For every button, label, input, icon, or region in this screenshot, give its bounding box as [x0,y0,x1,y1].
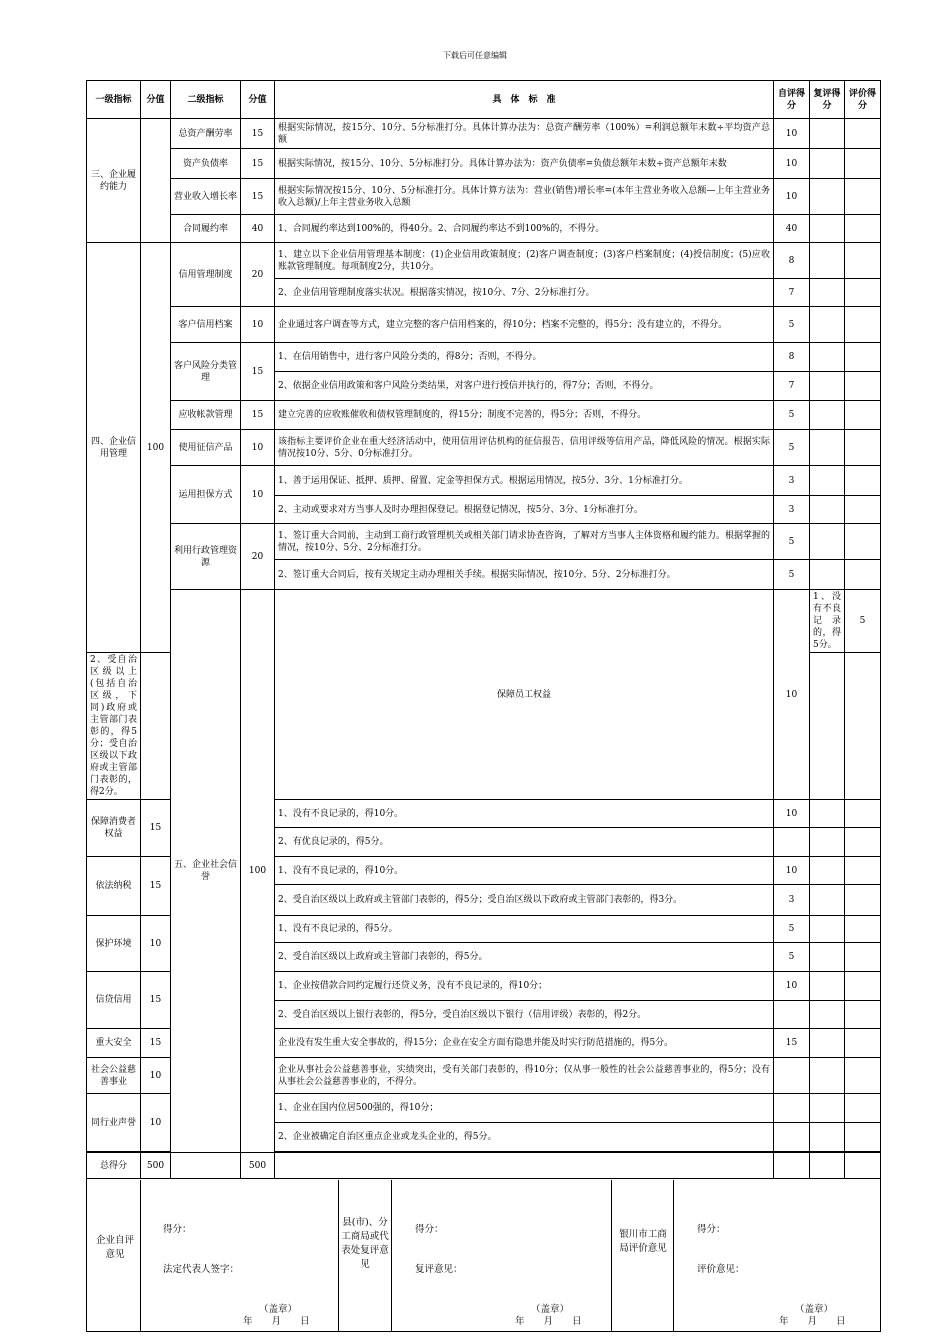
section-name: 三、企业履约能力 [87,119,141,243]
section-name: 五、企业社会信誉 [171,590,241,1153]
item-name: 同行业声誉 [87,1094,141,1152]
item-score: 15 [141,800,171,857]
item-score: 10 [241,430,275,466]
eval-score [845,466,881,496]
item-score: 20 [241,524,275,590]
review-score [810,828,845,857]
item-standard: 2、依据企业信用政策和客户风险分类结果，对客户进行授信并执行的，得7分；否则，不得分。 [275,372,774,401]
item-score: 15 [141,857,171,916]
item-name: 信用管理制度 [171,243,241,307]
item-score: 20 [241,243,275,307]
eval-score [845,972,881,1001]
review-score [810,466,845,496]
date-label: 年 月 日 [515,1316,582,1327]
item-name: 客户风险分类管理 [171,343,241,401]
review-score [810,1029,845,1058]
review-score [810,885,845,916]
signature-row [87,1179,881,1332]
review-score [810,179,845,215]
item-name: 运用担保方式 [171,466,241,524]
self-opinion-label: 企业自评意见 [95,1235,134,1260]
review-score [810,430,845,466]
review-score [810,1058,845,1094]
item-standard: 2、受自治区级以上银行表彰的，得5分，受自治区级以下银行（信用评级）表彰的，得2分。 [275,1001,774,1029]
item-standard: 2、企业被确定自治区重点企业或龙头企业的，得5分。 [275,1123,774,1152]
self-score: 15 [774,1029,810,1058]
item-name: 保障消费者权益 [87,800,141,857]
review-score [810,1001,845,1029]
eval-score [845,943,881,972]
eval-score [845,430,881,466]
item-name: 社会公益慈善事业 [87,1058,141,1094]
item-name: 依法纳税 [87,857,141,916]
eval-score [845,828,881,857]
review-score [810,343,845,372]
self-score-label: 得分： [163,1224,192,1235]
item-standard: 2、受自治区级以上政府或主管部门表彰的，得5分；受自治区级以下政府或主管部门表彰的，得3分。 [275,885,774,916]
item-name: 使用征信产品 [171,430,241,466]
item-score: 15 [141,1029,171,1058]
item-name: 合同履约率 [171,215,241,243]
eval-score [845,1123,881,1152]
section-score: 100 [241,590,275,1153]
self-score: 40 [774,215,810,243]
item-score: 10 [141,1058,171,1094]
review-score [810,215,845,243]
total-label: 总得分 [87,1153,141,1179]
review-score [810,943,845,972]
table-row [87,430,881,466]
table-header-row [87,81,881,119]
self-score: 5 [774,560,810,590]
eval-score [845,1094,881,1123]
section-score: 100 [141,243,171,653]
item-standard: 1、企业在国内位居500强的，得10分； [275,1094,774,1123]
signature-cell [87,1179,881,1332]
item-standard: 2、主动或要求对方当事人及时办理担保登记。根据登记情况，按5分、3分、1分标准打分。 [275,496,774,524]
item-standard: 建立完善的应收账催收和债权管理制度的，得15分；制度不完善的，得5分；否则，不得分。 [275,401,774,430]
review-score [810,401,845,430]
self-score: 5 [774,430,810,466]
item-standard: 根据实际情况，按15分、10分、5分标准打分。具体计算办法为：资产负债率=负债总额年末数÷资产总额年末数 [275,149,774,179]
review-score [810,243,845,279]
eval-score [845,857,881,885]
divider [140,1180,141,1332]
item-name: 信贷信用 [87,972,141,1029]
table-row [87,179,881,215]
eval-score [845,653,881,800]
eval-score [845,885,881,916]
eval-score [845,279,881,307]
table-row [87,401,881,430]
section-score [141,119,171,243]
table-row [87,466,881,496]
header-score1: 分值 [141,81,171,119]
date-label: 年 月 日 [243,1316,310,1327]
review-score [810,496,845,524]
item-standard: 2、签订重大合同后，按有关规定主动办理相关手续。根据实际情况，按10分、5分、2分标准打分。 [275,560,774,590]
divider [338,1180,339,1332]
self-score: 3 [774,496,810,524]
seal-label: （盖章） [531,1304,570,1315]
eval-score [845,560,881,590]
item-standard: 根据实际情况，按15分、10分、5分标准打分。具体计算办法为：总资产酬劳率（100%）=利润总额年末数÷平均资产总额 [275,119,774,149]
date-label: 年 月 日 [779,1316,846,1327]
item-standard: 2、受自治区级以上政府或主管部门表彰的，得5分。 [275,943,774,972]
table-row [87,243,881,279]
eval-score [845,800,881,828]
item-standard: 1、合同履约率达到100%的，得40分。2、合同履约率达不到100%的，不得分。 [275,215,774,243]
item-score: 15 [241,401,275,430]
total-score2: 500 [241,1153,275,1179]
item-standard: 企业没有发生重大安全事故的，得15分；企业在安全方面有隐患并能及时实行防范措施的，得5分。 [275,1029,774,1058]
item-standard: 1、没有不良记录的，得5分。 [810,590,845,653]
table-row [87,343,881,372]
self-score: 5 [774,916,810,943]
review-score [810,653,845,800]
review-score-label: 得分： [415,1224,444,1235]
self-score: 10 [774,119,810,149]
eval-score [845,496,881,524]
review-score [810,1094,845,1123]
self-score [774,828,810,857]
self-score [774,1001,810,1029]
seal-label: （盖章） [795,1304,834,1315]
total-score1: 500 [141,1153,171,1179]
header-review: 复评得分 [810,81,845,119]
item-standard: 1、没有不良记录的，得10分。 [275,857,774,885]
item-standard: 1、没有不良记录的，得5分。 [275,916,774,943]
item-score: 15 [241,149,275,179]
self-score [774,1123,810,1152]
self-score: 7 [774,372,810,401]
item-score: 10 [774,590,810,800]
eval-score [845,149,881,179]
item-standard: 2、企业信用管理制度落实状况。根据落实情况，按10分、7分、2分标准打分。 [275,279,774,307]
eval-score [845,372,881,401]
self-score [774,1094,810,1123]
eval-score [845,1029,881,1058]
item-name: 保障员工权益 [275,590,774,800]
eval-score [845,119,881,149]
item-score: 15 [141,972,171,1029]
item-name: 营业收入增长率 [171,179,241,215]
divider [391,1180,392,1332]
self-score: 10 [774,972,810,1001]
item-name: 保护环境 [87,916,141,972]
review-score [810,372,845,401]
total-row [87,1153,881,1179]
table-row [87,524,881,560]
review-score [810,307,845,343]
divider [611,1180,612,1332]
eval-score [845,401,881,430]
total-empty [171,1153,241,1179]
seal-label: （盖章） [259,1304,298,1315]
item-score: 15 [241,119,275,149]
item-name: 重大安全 [87,1029,141,1058]
eval-score [845,343,881,372]
item-standard: 1、没有不良记录的，得10分。 [275,800,774,828]
header-score2: 分值 [241,81,275,119]
eval-score [845,307,881,343]
table-row [87,307,881,343]
item-name: 客户信用档案 [171,307,241,343]
total-review [810,1153,845,1179]
self-score: 8 [774,243,810,279]
self-score: 3 [774,466,810,496]
header-lvl2: 二级指标 [171,81,241,119]
item-score: 40 [241,215,275,243]
self-score: 5 [774,307,810,343]
legal-rep-label: 法定代表人签字： [163,1264,240,1275]
eval-score [845,179,881,215]
total-eval [845,1153,881,1179]
eval-score [845,916,881,943]
item-standard: 1、建立以下企业信用管理基本制度：(1)企业信用政策制度；(2)客户调查制度；(3)客户档案制度；(4)授信制度；(5)应收账款管理制度。每项制度2分，共10分。 [275,243,774,279]
item-name: 资产负债率 [171,149,241,179]
divider [673,1180,674,1332]
total-self [774,1153,810,1179]
review-score [810,916,845,943]
eval-score [845,524,881,560]
eval-score [845,243,881,279]
self-score [141,653,171,800]
item-standard: 根据实际情况按15分、10分、5分标准打分。具体计算方法为：营业(销售)增长率=(本年主营业务收入总额—上年主营业务收入总额)/上年主营业务收入总额 [275,179,774,215]
self-score: 10 [774,800,810,828]
review-score [810,279,845,307]
item-standard: 企业从事社会公益慈善事业，实绩突出，受有关部门表彰的，得10分；仅从事一般性的社会公益慈善事业的，得5分；没有从事社会公益慈善事业的，不得分。 [275,1058,774,1094]
review-score [810,149,845,179]
item-score: 10 [141,916,171,972]
header-lvl1: 一级指标 [87,81,141,119]
review-score [810,800,845,828]
table-row [87,119,881,149]
review-opinion-label: 复评意见： [415,1264,463,1275]
self-score: 10 [774,857,810,885]
self-score: 10 [774,149,810,179]
item-standard: 该指标主要评价企业在重大经济活动中，使用信用评估机构的征信报告、信用评级等信用产品，降低风险的情况。根据实际情况按10分、5分、0分标准打分。 [275,430,774,466]
eval-score [845,1058,881,1094]
page-header-note: 下载后可任意编辑 [443,51,507,60]
self-score: 5 [774,401,810,430]
self-score: 10 [774,179,810,215]
eval-score-label: 得分： [697,1224,726,1235]
self-score [774,1058,810,1094]
header-standard: 具 体 标 准 [275,81,774,119]
table-row [87,590,881,653]
review-score [810,857,845,885]
item-standard: 2、受自治区级以上(包括自治区级，下同)政府或主管部门表彰的，得5分；受自治区级以下政府或主管部门表彰的，得2分。 [87,653,141,800]
total-standard [275,1153,774,1179]
item-score: 15 [241,343,275,401]
section-name: 四、企业信用管理 [87,243,141,653]
item-score: 10 [141,1094,171,1152]
review-score [810,972,845,1001]
self-score: 5 [774,524,810,560]
item-standard: 2、有优良记录的，得5分。 [275,828,774,857]
item-standard: 企业通过客户调查等方式，建立完整的客户信用档案的，得10分；档案不完整的，得5分；没有建立的，不得分。 [275,307,774,343]
table-row [87,215,881,243]
self-score: 5 [845,590,881,653]
eval-opinion-label: 评价意见： [697,1264,745,1275]
item-standard: 1、签订重大合同前，主动到工商行政管理机关或相关部门请求协查咨询，了解对方当事人主体资格和履约能力。根据掌握的情况，按10分、5分、2分标准打分。 [275,524,774,560]
item-name: 利用行政管理资源 [171,524,241,590]
review-score [810,1123,845,1152]
item-standard: 1、在信用销售中，进行客户风险分类的，得8分；否则，不得分。 [275,343,774,372]
self-score: 5 [774,943,810,972]
eval-score [845,1001,881,1029]
item-score: 10 [241,307,275,343]
header-self: 自评得分 [774,81,810,119]
review-score [810,119,845,149]
self-score: 3 [774,885,810,916]
item-name: 总资产酬劳率 [171,119,241,149]
self-score: 8 [774,343,810,372]
evaluation-table [86,80,881,1332]
table-row [87,149,881,179]
review-score [810,524,845,560]
header-eval: 评价得分 [845,81,881,119]
self-score: 7 [774,279,810,307]
item-score: 15 [241,179,275,215]
eval-score [845,215,881,243]
item-score: 10 [241,466,275,524]
item-standard: 1、善于运用保证、抵押、质押、留置、定金等担保方式。根据运用情况，按5分、3分、1分标准打分。 [275,466,774,496]
signature-area [87,1180,880,1330]
item-name: 应收帐款管理 [171,401,241,430]
item-standard: 1、企业按借款合同约定履行还贷义务，没有不良记录的，得10分； [275,972,774,1001]
review-score [810,560,845,590]
county-review-label: 县(市)、分工商局或代表处复评意见 [341,1217,389,1270]
city-eval-label: 银川市工商局评价意见 [619,1229,667,1254]
